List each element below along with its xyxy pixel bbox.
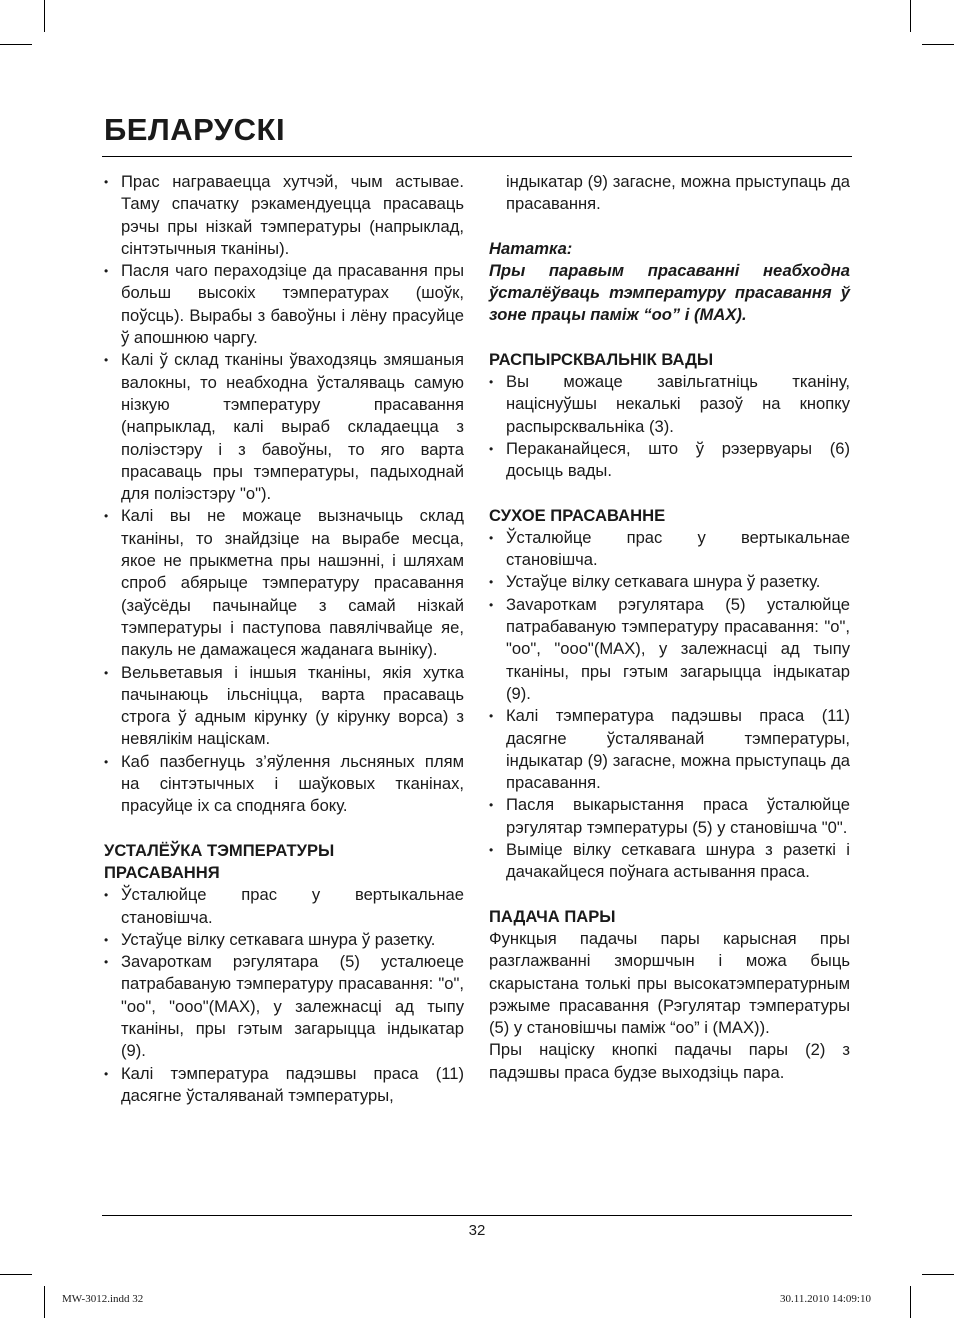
list-item: • Ўсталюйце прас у вертыкальнае становішча. [489, 527, 850, 572]
list-item: • Зavароткам рэгулятара (5) усталюеце патрабаваную тэмпературу прасавання: "о", "оо", "ооо"(MAX), у залежнасці ад тыпу тканіны, пры гэтым загарыцца індыкатар (9). [104, 951, 464, 1062]
header-rule [102, 156, 852, 157]
crop-mark [44, 0, 45, 32]
list-item-continuation: індыкатар (9) загасне, можна прыступаць да прасавання. [506, 172, 850, 214]
list-item: • Калі тэмпература падэшвы праса (11) дасягне ўсталяванай тэмпературы, індыкатар (9) загасне, можна прыступаць да прасавання. [489, 705, 850, 794]
list-item: • Выміце вілку сеткавага шнура з разеткі і дачакайцеся поўнага астывання праса. [489, 839, 850, 884]
crop-mark [910, 1286, 911, 1318]
list-item: • Устаўце вілку сеткавага шнура ў разетку. [104, 929, 464, 951]
note-text: Пры паравым прасаванні неабходна ўсталёўваць тэмпературу прасавання ў зоне працы паміж “оо” і (MAX). [489, 260, 850, 325]
list-item: • Ўсталюйце прас у вертыкальнае становішча. [104, 884, 464, 929]
sprayer-list [489, 371, 850, 482]
note-heading: Нататка: [489, 238, 573, 258]
heading-line: ПРАСАВАННЯ [104, 862, 220, 882]
section-heading: РАСПЫРСКВАЛЬНІК ВАДЫ [489, 349, 714, 369]
list-item: • Прас награваецца хутчэй, чым астывае. Таму спачатку рэкамендуецца прасаваць рэчы пры нізкай тэмпературы (напрыклад, сінтэтычныя тканіны). [104, 171, 464, 260]
crop-mark [910, 0, 911, 32]
list-item: • Калі ў склад тканіны ўваходзяць змяшаныя валокны, то неабходна ўсталяваць самую нізкую тэмпературу прасавання (напрыклад, калі выраб складаецца з поліэстэру і з бавоўны, то яго варта прасаваць пры тэмпературы, падыходнай для поліэстэру "о"). [104, 349, 464, 505]
page-title: БЕЛАРУСКІ [104, 112, 286, 147]
crop-mark [922, 44, 954, 45]
footer-timestamp: 30.11.2010 14:09:10 [780, 1293, 871, 1305]
crop-mark [44, 1286, 45, 1318]
right-column [489, 171, 850, 1084]
heading-line: УСТАЛЁЎКА ТЭМПЕРАТУРЫ [104, 840, 335, 860]
left-column [104, 171, 464, 1107]
list-item: • Устаўце вілку сеткавага шнура ў разетку. [489, 571, 850, 593]
list-item: • Вы можаце завільгатніць тканіну, націснуўшы некалькі разоў на кнопку распырсквальніка (3). [489, 371, 850, 438]
crop-mark [0, 44, 32, 45]
list-item: • Вельветавыя і іншыя тканіны, якія хутка пачынаюць ільсніцца, варта прасаваць строга ў адным кірунку (у кірунку ворса) з невялікім націскам. [104, 662, 464, 751]
paragraph: Функцыя падачы пары карысная пры разглажванні зморшчын і можа быць скарыстана толькі пры высокатэмпературным рэжыме прасавання (Рэгулятар тэмпературы (5) у становішчы паміж “оо” і (MAX)). [489, 928, 850, 1038]
crop-mark [0, 1274, 32, 1275]
list-item: • Зavароткам рэгулятара (5) усталюйце патрабаваную тэмпературу прасавання: "о", "оо", "ооо"(MAX), у залежнасці ад тыпу тканіны, пры гэтым загарыцца індыкатар (9). [489, 594, 850, 705]
section-heading [104, 840, 464, 885]
list-item: • Каб пазбегнуць з’яўлення льсняных плям на сінтэтычных і шаўковых тканінах, прасуйце іх са споднягa боку. [104, 751, 464, 818]
section-heading: СУХОЕ ПРАСАВАННЕ [489, 505, 666, 525]
section-heading: ПАДАЧА ПАРЫ [489, 906, 616, 926]
footer-rule [102, 1215, 852, 1216]
list-item: • Пасля выкарыстання праса ўсталюйце рэгулятар тэмпературы (5) у становішча "0". [489, 794, 850, 839]
list-item: • Калі тэмпература падэшвы праса (11) дасягне ўсталяванай тэмпературы, [104, 1063, 464, 1108]
footer-file-info: MW-3012.indd 32 [62, 1293, 144, 1305]
list-item: • Калі вы не можаце вызначыць склад тканіны, то знайдзіце на вырабе месца, якое не прыкметна пры нашэнні, і шляхам спроб абярыце тэмпературу прасавання (заўсёды пачынайце з самай нізкай тэмпературы і паступова павялічвайце яе, пакуль не дамажацеся жаданага выніку). [104, 505, 464, 661]
page-number: 32 [468, 1222, 486, 1239]
crop-mark [922, 1274, 954, 1275]
dry-ironing-list [489, 527, 850, 884]
list-item: • Пераканайцеся, што ў рэзервуары (6) досыць вады. [489, 438, 850, 483]
paragraph: Пры націску кнопкі падачы пары (2) з падэшвы праса будзе выходзіць пара. [489, 1040, 850, 1082]
temperature-setup-list [104, 884, 464, 1107]
list-item: • Пасля чаго пераходзіце да прасавання пры больш высокіх тэмпературах (шоўк, поўсць). Вырабы з бавоўны і лёну прасуйце ў апошнюю чаргу. [104, 260, 464, 349]
ironing-tips-list [104, 171, 464, 818]
